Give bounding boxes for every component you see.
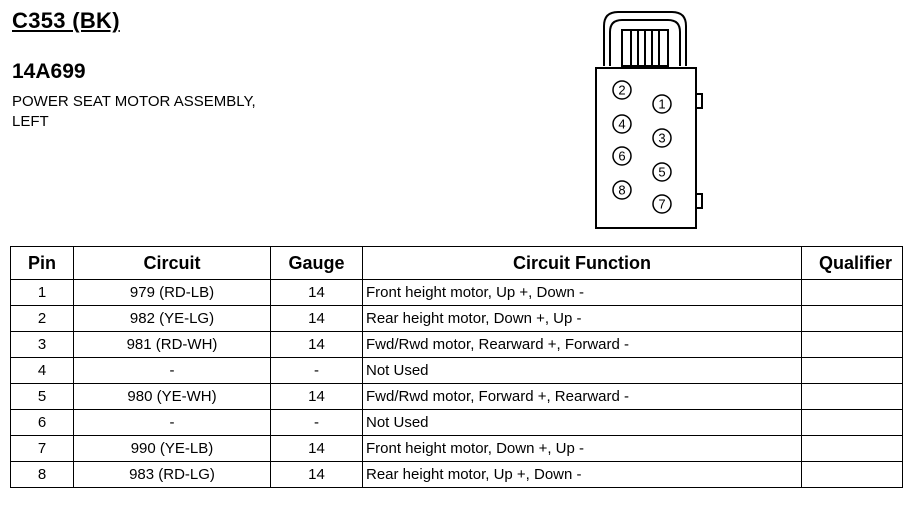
cell-qualifier — [802, 280, 903, 306]
cell-gauge: 14 — [271, 436, 363, 462]
cell-pin: 3 — [11, 332, 74, 358]
column-header-gauge: Gauge — [271, 247, 363, 280]
column-header-pin: Pin — [11, 247, 74, 280]
component-description — [12, 92, 372, 132]
connector-id: C353 (BK) — [12, 8, 120, 33]
cell-pin: 8 — [11, 462, 74, 488]
cell-pin: 6 — [11, 410, 74, 436]
cell-gauge: - — [271, 358, 363, 384]
cell-function: Rear height motor, Down +, Up - — [363, 306, 802, 332]
pin-label-7: 7 — [658, 196, 666, 212]
cell-circuit: - — [74, 358, 271, 384]
cell-function: Not Used — [363, 410, 802, 436]
cell-qualifier — [802, 410, 903, 436]
column-header-circuit: Circuit — [74, 247, 271, 280]
cell-qualifier — [802, 358, 903, 384]
pinout-table — [10, 246, 903, 488]
cell-function: Fwd/Rwd motor, Forward +, Rearward - — [363, 384, 802, 410]
description-line-1: POWER SEAT MOTOR ASSEMBLY, — [12, 93, 256, 110]
table-row — [11, 332, 903, 358]
cell-circuit: 980 (YE-WH) — [74, 384, 271, 410]
cell-gauge: 14 — [271, 306, 363, 332]
pin-label-8: 8 — [618, 182, 626, 198]
pin-label-4: 4 — [618, 116, 626, 132]
table-row — [11, 280, 903, 306]
cell-function: Not Used — [363, 358, 802, 384]
cell-circuit: 990 (YE-LB) — [74, 436, 271, 462]
cell-pin: 5 — [11, 384, 74, 410]
cell-circuit: 981 (RD-WH) — [74, 332, 271, 358]
cell-qualifier — [802, 436, 903, 462]
cell-qualifier — [802, 462, 903, 488]
part-number: 14A699 — [12, 60, 86, 83]
cell-qualifier — [802, 306, 903, 332]
table-row — [11, 306, 903, 332]
cell-pin: 7 — [11, 436, 74, 462]
cell-gauge: 14 — [271, 384, 363, 410]
connector-face-diagram — [588, 6, 712, 234]
cell-pin: 1 — [11, 280, 74, 306]
cell-pin: 4 — [11, 358, 74, 384]
cell-circuit: - — [74, 410, 271, 436]
cell-function: Front height motor, Up +, Down - — [363, 280, 802, 306]
cell-gauge: - — [271, 410, 363, 436]
table-row — [11, 410, 903, 436]
cell-function: Rear height motor, Up +, Down - — [363, 462, 802, 488]
cell-function: Fwd/Rwd motor, Rearward +, Forward - — [363, 332, 802, 358]
cell-qualifier — [802, 384, 903, 410]
pin-label-1: 1 — [658, 96, 666, 112]
table-row — [11, 436, 903, 462]
pin-label-6: 6 — [618, 148, 626, 164]
column-header-qualifier: Qualifier — [802, 247, 903, 280]
table-header-row — [11, 247, 903, 280]
cell-gauge: 14 — [271, 280, 363, 306]
connector-body — [596, 68, 696, 228]
cell-gauge: 14 — [271, 332, 363, 358]
cell-function: Front height motor, Down +, Up - — [363, 436, 802, 462]
cell-circuit: 983 (RD-LG) — [74, 462, 271, 488]
cell-pin: 2 — [11, 306, 74, 332]
description-line-2: LEFT — [12, 113, 49, 130]
cell-circuit: 982 (YE-LG) — [74, 306, 271, 332]
table-row — [11, 462, 903, 488]
cell-gauge: 14 — [271, 462, 363, 488]
pin-label-2: 2 — [618, 82, 626, 98]
table-row — [11, 358, 903, 384]
column-header-function: Circuit Function — [363, 247, 802, 280]
cell-qualifier — [802, 332, 903, 358]
cell-circuit: 979 (RD-LB) — [74, 280, 271, 306]
table-row — [11, 384, 903, 410]
pin-label-5: 5 — [658, 164, 666, 180]
pin-label-3: 3 — [658, 130, 666, 146]
